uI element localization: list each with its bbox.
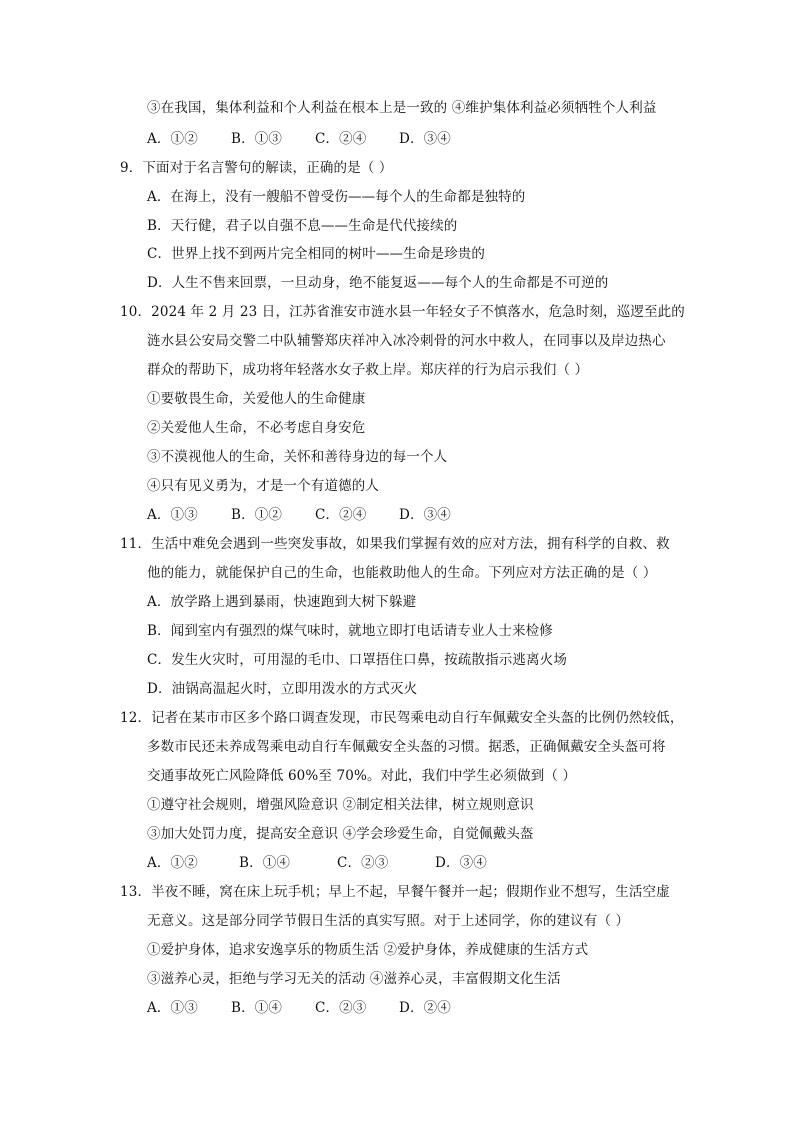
option-d: D．③④ — [435, 855, 487, 871]
q10-stem-line-1: 10．2024 年 2 月 23 日，江苏省淮安市涟水县一年轻女子不慎落水，危急时刻，巡逻至此的 — [120, 304, 685, 320]
option-b: B．①④ — [239, 855, 291, 871]
q8-answer-options — [147, 129, 451, 149]
q12-statements-3-4: ③加大处罚力度，提高安全意识 ④学会珍爱生命，自觉佩戴头盔 — [147, 826, 534, 842]
option-a: A．①③ — [147, 507, 198, 523]
q9-option-c: C．世界上找不到两片完全相同的树叶——生命是珍贵的 — [147, 246, 486, 262]
q11-stem-line-1: 11．生活中难免会遇到一些突发事故，如果我们掌握有效的应对方法，拥有科学的自救、救 — [120, 536, 670, 552]
q11-option-a: A．放学路上遇到暴雨，快速跑到大树下躲避 — [147, 594, 417, 610]
q10-answer-options — [147, 505, 451, 525]
option-b: B．①④ — [231, 1000, 283, 1016]
q11-option-d: D．油锅高温起火时，立即用泼水的方式灭火 — [147, 681, 418, 697]
q12-stem-line-3: 交通事故死亡风险降低 60%至 70%。对此，我们中学生必须做到（ ） — [147, 768, 577, 784]
q10-statement-1: ①要敬畏生命，关爱他人的生命健康 — [147, 391, 366, 407]
q10-stem-line-3: 群众的帮助下，成功将年轻落水女子救上岸。郑庆祥的行为启示我们（ ） — [147, 362, 589, 378]
q13-statements-3-4: ③滋养心灵，拒绝与学习无关的活动 ④滋养心灵，丰富假期文化生活 — [147, 971, 561, 987]
option-c: C．②③ — [315, 1000, 367, 1016]
q13-stem-line-1: 13．半夜不睡，窝在床上玩手机；早上不起，早餐午餐并一起；假期作业不想写，生活空虚 — [120, 884, 670, 900]
option-d: D．③④ — [399, 131, 451, 147]
option-c: C．②④ — [315, 507, 367, 523]
q10-statement-3: ③不漠视他人的生命，关怀和善待身边的每一个人 — [147, 449, 448, 465]
option-c: C．②③ — [337, 855, 389, 871]
q12-stem-line-2: 多数市民还未养成驾乘电动自行车佩戴安全头盔的习惯。据悉，正确佩戴安全头盔可将 — [147, 739, 666, 755]
q12-answer-options — [147, 853, 487, 873]
q9-option-a: A．在海上，没有一艘船不曾受伤——每个人的生命都是独特的 — [147, 189, 526, 205]
q9-option-d: D．人生不售来回票，一旦动身，绝不能复返——每个人的生命都是不可逆的 — [147, 275, 609, 291]
q11-option-b: B．闻到室内有强烈的煤气味时，就地立即打电话请专业人士来检修 — [147, 623, 553, 639]
q13-statements-1-2: ①爱护身体，追求安逸享乐的物质生活 ②爱护身体，养成健康的生活方式 — [147, 942, 589, 958]
q8-statement-3-4: ③在我国，集体利益和个人利益在根本上是一致的 ④维护集体利益必须牺牲个人利益 — [147, 100, 657, 116]
option-d: D．③④ — [399, 507, 451, 523]
q11-stem-line-2: 他的能力，就能保护自己的生命，也能救助他人的生命。下列应对方法正确的是（ ） — [147, 565, 657, 581]
q10-statement-4: ④只有见义勇为，才是一个有道德的人 — [147, 478, 380, 494]
option-b: B．①③ — [231, 131, 283, 147]
q13-stem-line-2: 无意义。这是部分同学节假日生活的真实写照。对于上述同学，你的建议有（ ） — [147, 913, 630, 929]
q10-stem-line-2: 涟水县公安局交警二中队辅警郑庆祥冲入冰冷刺骨的河水中救人，在同事以及岸边热心 — [147, 333, 666, 349]
q12-stem-line-1: 12．记者在某市市区多个路口调查发现，市民驾乘电动自行车佩戴安全头盔的比例仍然较低， — [120, 710, 684, 726]
option-c: C．②④ — [315, 131, 367, 147]
q12-statements-1-2: ①遵守社会规则，增强风险意识 ②制定相关法律，树立规则意识 — [147, 797, 534, 813]
q13-answer-options — [147, 998, 451, 1018]
option-a: A．①② — [147, 131, 198, 147]
option-a: A．①② — [147, 855, 198, 871]
option-d: D．②④ — [399, 1000, 451, 1016]
q10-statement-2: ②关爱他人生命，不必考虑自身安危 — [147, 420, 366, 436]
q9-stem: 9．下面对于名言警句的解读，正确的是（ ） — [120, 160, 393, 176]
option-a: A．①③ — [147, 1000, 198, 1016]
q9-option-b: B．天行健，君子以自强不息——生命是代代接续的 — [147, 218, 458, 234]
q11-option-c: C．发生火灾时，可用湿的毛巾、口罩捂住口鼻，按疏散指示逃离火场 — [147, 652, 567, 668]
option-b: B．①② — [231, 507, 283, 523]
